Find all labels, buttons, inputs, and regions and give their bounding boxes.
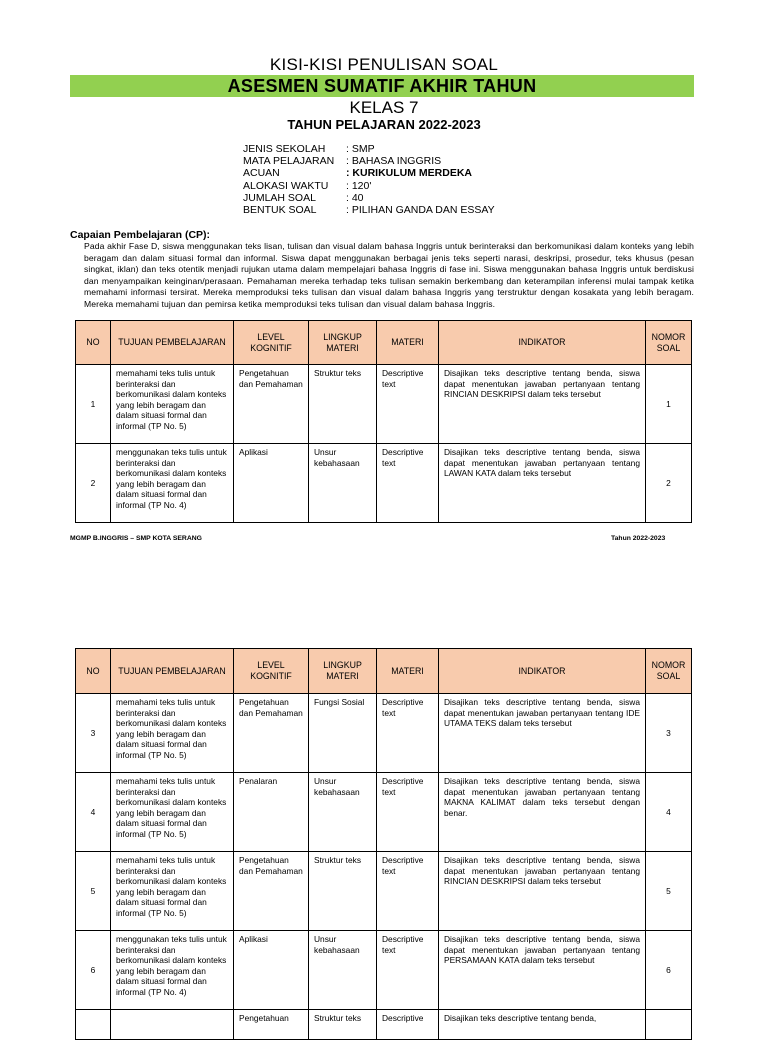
header-materi: MATERI	[377, 321, 439, 365]
cell-no: 5	[76, 852, 111, 931]
cell-lingkup: Unsur kebahasaan	[309, 444, 377, 523]
header-nomor: NOMOR SOAL	[646, 321, 692, 365]
cell-tujuan: memahami teks tulis untuk berinteraksi dan berkomunikasi dalam konteks yang lebih beragam dan dalam situasi formal dan informal (TP No. 5)	[111, 773, 234, 852]
table-header-row	[76, 321, 692, 365]
header-lingkup: LINGKUP MATERI	[309, 321, 377, 365]
footer-right-text: Tahun 2022-2023	[611, 535, 666, 542]
header-indikator: INDIKATOR	[439, 649, 646, 694]
kisi-table-page1	[75, 320, 692, 523]
cell-level: Penalaran	[234, 773, 309, 852]
cell-tujuan: memahami teks tulis untuk berinteraksi dan berkomunikasi dalam konteks yang lebih beragam dan dalam situasi formal dan informal (TP No. 5)	[111, 365, 234, 444]
cell-indikator: Disajikan teks descriptive tentang benda, siswa dapat menentukan jawaban pertanyaan tentang RINCIAN DESKRIPSI dalam teks tersebut	[439, 365, 646, 444]
info-value: : KURIKULUM MERDEKA	[346, 167, 472, 180]
cell-lingkup: Fungsi Sosial	[309, 694, 377, 773]
info-block	[243, 143, 495, 216]
cell-nomor: 1	[646, 365, 692, 444]
header-level: LEVEL KOGNITIF	[234, 649, 309, 694]
cell-nomor: 3	[646, 694, 692, 773]
cell-materi: Descriptive text	[377, 931, 439, 1010]
info-label: JENIS SEKOLAH	[243, 143, 326, 155]
cell-lingkup: Struktur teks	[309, 365, 377, 444]
cell-no: 3	[76, 694, 111, 773]
cell-tujuan	[111, 1010, 234, 1040]
doc-subtitle-banner: ASESMEN SUMATIF AKHIR TAHUN	[70, 75, 694, 97]
doc-title: KISI-KISI PENULISAN SOAL	[269, 55, 499, 74]
cell-no	[76, 1010, 111, 1040]
table-header-row	[76, 649, 692, 694]
info-row	[243, 192, 495, 204]
info-label: ALOKASI WAKTU	[243, 179, 329, 192]
table-row	[76, 852, 692, 931]
cell-no: 1	[76, 365, 111, 444]
info-row	[243, 180, 495, 192]
cell-level: Pengetahuan dan Pemahaman	[234, 852, 309, 931]
cell-level: Pengetahuan dan Pemahaman	[234, 365, 309, 444]
info-value: : 40	[346, 191, 364, 204]
table-row	[76, 444, 692, 523]
cell-indikator: Disajikan teks descriptive tentang benda, siswa dapat menentukan jawaban pertanyaan tentang PERSAMAAN KATA dalam teks tersebut	[439, 931, 646, 1010]
info-row	[243, 155, 495, 167]
info-value: : 120'	[346, 179, 372, 192]
table-row	[76, 1010, 692, 1040]
table-row	[76, 365, 692, 444]
footer-left-text: MGMP B.INGGRIS – SMP KOTA SERANG	[70, 535, 202, 542]
cell-materi: Descriptive	[377, 1010, 439, 1040]
cp-paragraph: Pada akhir Fase D, siswa menggunakan teks lisan, tulisan dan visual dalam bahasa Inggris untuk berinteraksi dan berkomunikasi dalam konteks yang lebih beragam dan dalam situasi formal dan informal. Siswa dapat menggunakan berbagai jenis teks seperti narasi, deskripsi, prosedur, teks khusus (pesan singkat, iklan) dan teks otentik menjadi rujukan utama dalam mempelajari bahasa Inggris di fase ini. Siswa menggunakan bahasa Inggris untuk berdiskusi dan menyampaikan keinginan/perasaan. Pemahaman mereka terhadap teks tulisan semakin berkembang dan keterampilan inferensi mulai tampak ketika memahami informasi tersirat. Mereka memproduksi teks tulisan dan visual dalam bahasa Inggris yang terstruktur dengan kosakata yang lebih beragam. Mereka memahami tujuan dan pemirsa ketika memproduksi teks tulisan dan visual dalam bahasa Inggris.	[84, 241, 694, 309]
cell-lingkup: Struktur teks	[309, 852, 377, 931]
cell-materi: Descriptive text	[377, 773, 439, 852]
table-row	[76, 694, 692, 773]
class-label: KELAS 7	[349, 98, 419, 117]
cell-level: Pengetahuan dan Pemahaman	[234, 694, 309, 773]
cell-materi: Descriptive text	[377, 852, 439, 931]
table-row	[76, 773, 692, 852]
header-materi: MATERI	[377, 649, 439, 694]
info-row	[243, 167, 495, 179]
info-value: : BAHASA INGGRIS	[346, 155, 442, 168]
cell-no: 4	[76, 773, 111, 852]
cell-no: 6	[76, 931, 111, 1010]
cell-lingkup: Unsur kebahasaan	[309, 773, 377, 852]
cell-materi: Descriptive text	[377, 444, 439, 523]
cell-tujuan: menggunakan teks tulis untuk berinteraksi dan berkomunikasi dalam konteks yang lebih beragam dan dalam situasi formal dan informal (TP No. 4)	[111, 444, 234, 523]
header-no: NO	[76, 321, 111, 365]
cell-indikator: Disajikan teks descriptive tentang benda,	[439, 1010, 646, 1040]
table-row	[76, 931, 692, 1010]
info-row	[243, 143, 495, 155]
cell-level: Aplikasi	[234, 444, 309, 523]
cell-tujuan: memahami teks tulis untuk berinteraksi dan berkomunikasi dalam konteks yang lebih beragam dan dalam situasi formal dan informal (TP No. 5)	[111, 694, 234, 773]
info-row	[243, 204, 495, 216]
cell-materi: Descriptive text	[377, 365, 439, 444]
cell-indikator: Disajikan teks descriptive tentang benda, siswa dapat menentukan jawaban pertanyaan tentang IDE UTAMA TEKS dalam teks tersebut	[439, 694, 646, 773]
header-tujuan: TUJUAN PEMBELAJARAN	[111, 649, 234, 694]
info-value: : SMP	[346, 143, 375, 155]
header-level: LEVEL KOGNITIF	[234, 321, 309, 365]
info-value: : PILIHAN GANDA DAN ESSAY	[346, 204, 495, 217]
cell-materi: Descriptive text	[377, 694, 439, 773]
cell-nomor: 6	[646, 931, 692, 1010]
kisi-table-page2	[75, 648, 692, 1040]
cell-indikator: Disajikan teks descriptive tentang benda, siswa dapat menentukan jawaban pertanyaan tentang RINCIAN DESKRIPSI dalam teks tersebut	[439, 852, 646, 931]
header-indikator: INDIKATOR	[439, 321, 646, 365]
info-label: BENTUK SOAL	[243, 204, 317, 217]
cell-tujuan: memahami teks tulis untuk berinteraksi dan berkomunikasi dalam konteks yang lebih beragam dan dalam situasi formal dan informal (TP No. 5)	[111, 852, 234, 931]
cell-no: 2	[76, 444, 111, 523]
cp-heading: Capaian Pembelajaran (CP):	[70, 229, 211, 241]
cell-nomor: 5	[646, 852, 692, 931]
cell-lingkup: Unsur kebahasaan	[309, 931, 377, 1010]
cell-nomor: 4	[646, 773, 692, 852]
info-label: JUMLAH SOAL	[243, 191, 316, 204]
cell-nomor	[646, 1010, 692, 1040]
cell-level: Aplikasi	[234, 931, 309, 1010]
school-year: TAHUN PELAJARAN 2022-2023	[287, 117, 481, 132]
cell-nomor: 2	[646, 444, 692, 523]
cell-lingkup: Struktur teks	[309, 1010, 377, 1040]
cell-indikator: Disajikan teks descriptive tentang benda, siswa dapat menentukan jawaban pertanyaan tentang LAWAN KATA dalam teks tersebut	[439, 444, 646, 523]
header-nomor: NOMOR SOAL	[646, 649, 692, 694]
cell-indikator: Disajikan teks descriptive tentang benda, siswa dapat menentukan jawaban pertanyaan tentang MAKNA KALIMAT dalam teks tersebut dengan benar.	[439, 773, 646, 852]
header-no: NO	[76, 649, 111, 694]
header-lingkup: LINGKUP MATERI	[309, 649, 377, 694]
info-label: MATA PELAJARAN	[243, 155, 335, 168]
cell-level: Pengetahuan	[234, 1010, 309, 1040]
cell-tujuan: menggunakan teks tulis untuk berinteraksi dan berkomunikasi dalam konteks yang lebih beragam dan dalam situasi formal dan informal (TP No. 4)	[111, 931, 234, 1010]
header-tujuan: TUJUAN PEMBELAJARAN	[111, 321, 234, 365]
info-label: ACUAN	[243, 167, 280, 180]
